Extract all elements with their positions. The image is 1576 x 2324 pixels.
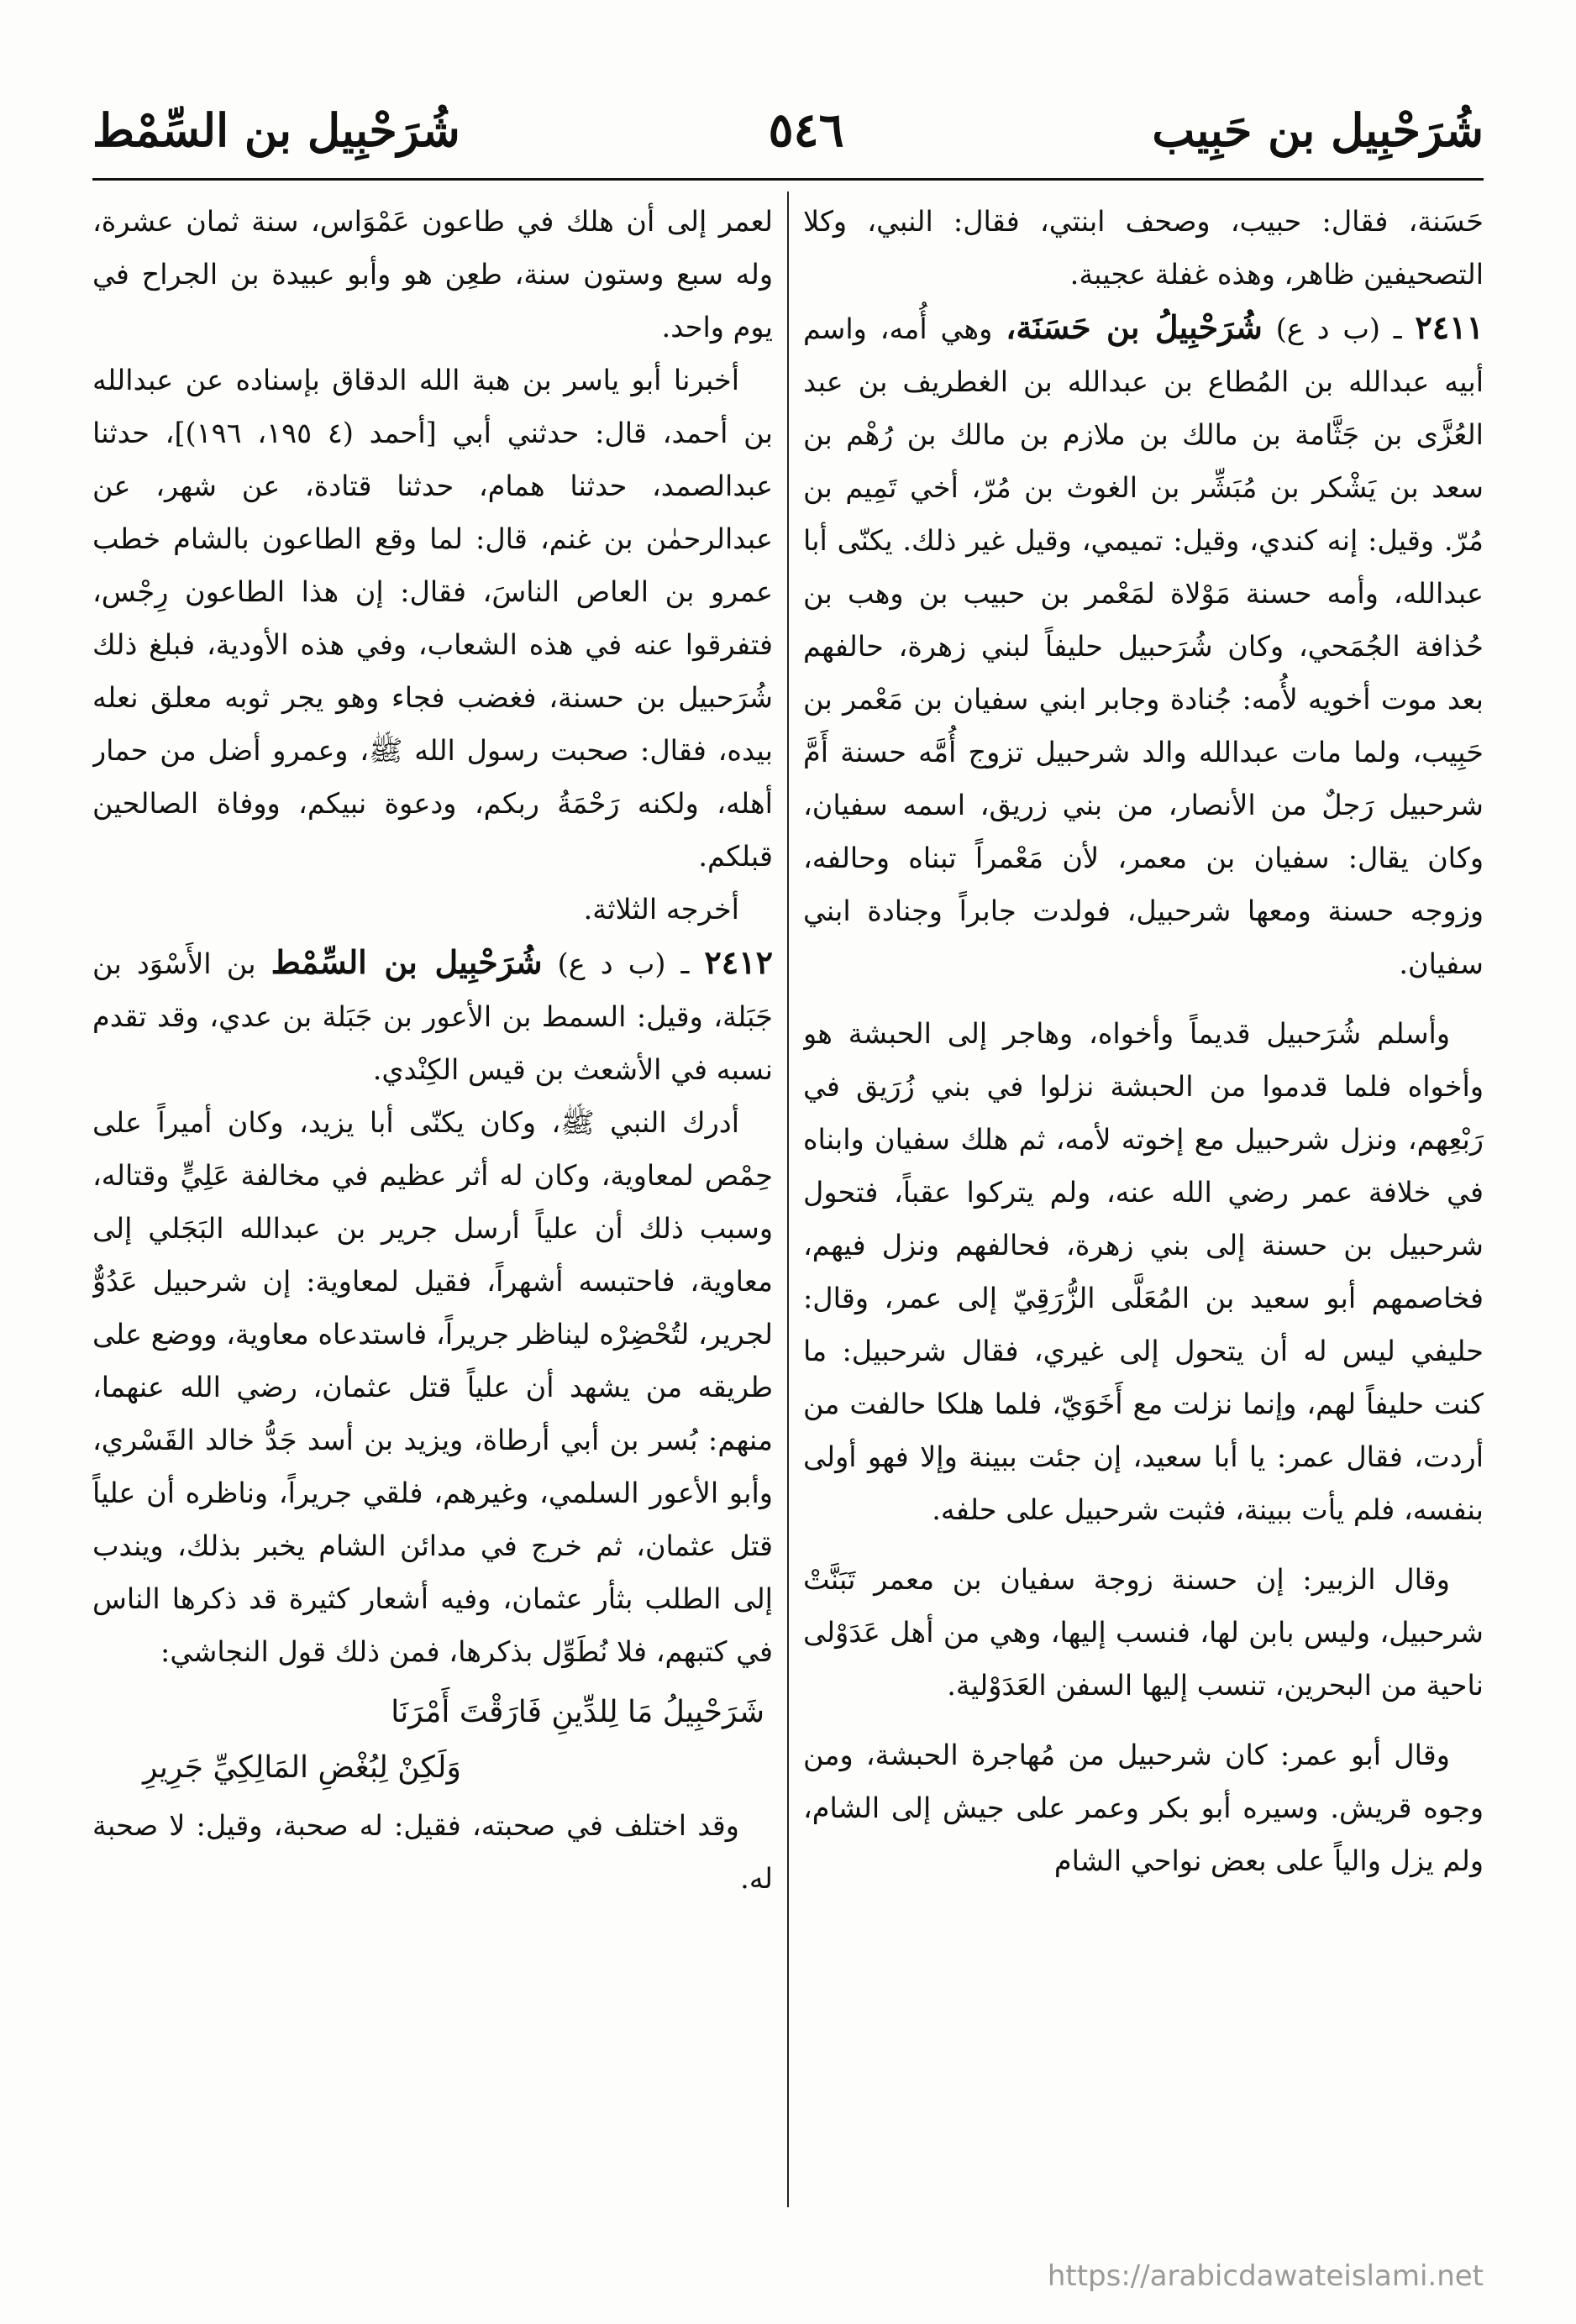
entry-2411 xyxy=(803,301,1484,990)
paragraph: أدرك النبي ﷺ، وكان يكنّى أبا يزيد، وكان أميراً على حِمْص لمعاوية، وكان له أثر عظيم في مخالفة عَلِيٍّ وقتاله، وسبب ذلك أن علياً أرسل جرير بن عبدالله البَجَلي إلى معاوية، فاحتبسه أشهراً، فقيل لمعاوية: إن شرحبيل عَدُوٌّ لجرير، لتُحْضِرْه ليناظر جريراً، فاستدعاه معاوية، ووضع على طريقه من يشهد أن علياً قتل عثمان، رضي الله عنهما، منهم: بُسر بن أبي أرطاة، ويزيد بن أسد جَدُّ خالد القَسْري، وأبو الأعور السلمي، وغيرهم، فلقي جريراً، وناظره أن علياً قتل عثمان، ثم خرج في مدائن الشام يخبر بذلك، ويندب إلى الطلب بثأر عثمان، وفيه أشعار كثيرة قد ذكرها الناس في كتبهم، فلا نُطَوِّل بذكرها، فمن ذلك قول النجاشي: xyxy=(92,1106,773,1668)
entry-number: ٢٤١١ xyxy=(1415,308,1484,346)
entry-2412 xyxy=(92,936,773,1096)
running-title-left: شُرَحْبِيل بن السِّمْط xyxy=(92,103,460,157)
paragraph: لعمر إلى أن هلك في طاعون عَمْوَاس، سنة ثمان عشرة، وله سبع وستون سنة، طعِن هو وأبو عبيدة بن الجراح في يوم واحد. xyxy=(92,205,773,344)
entry-heading: شُرَحْبِيلُ بن حَسَنَة، xyxy=(1006,308,1263,346)
paragraph: حَسَنة، فقال: حبيب، وصحف ابنتي، فقال: النبي، وكلا التصحيفين ظاهر، وهذه غفلة عجيبة. xyxy=(803,205,1484,291)
entry-text: وهي أُمه، واسم أبيه عبدالله بن المُطاع بن عبدالله بن الغطريف بن عبد العُزَّى بن جَثَّامة بن مالك بن ملازم بن مالك بن رُهْم بن سعد بن يَشْكر بن مُبَشِّر بن الغوث بن مُرّ، أخي تَمِيم بن مُرّ. وقيل: إنه كندي، وقيل: تميمي، وقيل غير ذلك. يكنّى أبا عبدالله، وأمه حسنة مَوْلاة لمَعْمر بن حبيب بن وهب بن حُذافة الجُمَحي، وكان شُرَحبيل حليفاً لبني زهرة، حالفهم بعد موت أخويه لأُمه: جُنادة وجابر ابني سفيان بن مَعْمر بن حَبِيب، ولما مات عبدالله والد شرحبيل تزوج أُمَّه حسنة أَمَّ شرحبيل رَجلٌ من الأنصار، من بني زريق، اسمه سفيان، وكان يقال: سفيان بن معمر، لأن مَعْمراً تبناه وحالفه، وزوجه حسنة ومعها شرحبيل، فولدت جابراً وجنادة ابني سفيان. xyxy=(803,312,1484,980)
entry-number: ٢٤١٢ xyxy=(704,943,773,981)
header-rule xyxy=(92,178,1484,181)
column-divider xyxy=(787,191,789,2207)
entry-text: بن الأَسْوَد بن جَبَلة، وقيل: السمط بن الأعور بن جَبَلة بن عدي، وقد تقدم نسبه في الأشعث بن قيس الكِنْدي. xyxy=(92,947,773,1086)
watermark-url: https://arabicdawateislami.net xyxy=(1047,2259,1484,2293)
running-title-right: شُرَحْبِيل بن حَبِيب xyxy=(1152,103,1484,157)
right-column xyxy=(803,195,1484,2211)
poem-verse xyxy=(92,1685,773,1796)
page-header xyxy=(92,84,1484,176)
paragraph: وأسلم شُرَحبيل قديماً وأخواه، وهاجر إلى الحبشة هو وأخواه فلما قدموا من الحبشة نزلوا في بني زُرَيق في رَبْعِهم، ونزل شرحبيل مع إخوته لأمه، ثم هلك سفيان وابناه في خلافة عمر رضي الله عنه، ولم يتركوا عقباً، فتحول شرحبيل بن حسنة إلى بني زهرة، فحالفهم ونزل فيهم، فخاصمهم أبو سعيد بن المُعَلَّى الزُّرَقِيّ إلى عمر، وقال: حليفي ليس له أن يتحول إلى غيري، فقال شرحبيل: ما كنت حليفاً لهم، وإنما نزلت مع أَخَوَيّ، فلما هلكا حالفت من أردت، فقال عمر: يا أبا سعيد، إن جئت ببينة وإلا فهو أولى بنفسه، فلم يأت ببينة، فثبت شرحبيل على حلفه. xyxy=(803,1017,1484,1526)
paragraph: وقال أبو عمر: كان شرحبيل من مُهاجرة الحبشة، ومن وجوه قريش. وسيره أبو بكر وعمر على جيش إلى الشام، ولم يزل والياً على بعض نواحي الشام xyxy=(803,1739,1484,1877)
verse-line: وَلَكِنْ لِبُغْضِ المَالِكِيِّ جَرِيرِ xyxy=(143,1750,461,1785)
paragraph: وقد اختلف في صحبته، فقيل: له صحبة، وقيل: لا صحبة له. xyxy=(92,1809,773,1895)
left-column xyxy=(92,195,773,2211)
entry-codes: ـ (ب د ع) xyxy=(557,947,690,980)
paragraph: أخرجه الثلاثة. xyxy=(583,893,739,926)
paragraph: أخبرنا أبو ياسر بن هبة الله الدقاق بإسناده عن عبدالله بن أحمد، قال: حدثني أبي [أحمد (٤ ١٩٥، ١٩٦)]، حدثنا عبدالصمد، حدثنا همام، حدثنا قتادة، عن شهر، عن عبدالرحمٰن بن غنم، قال: لما وقع الطاعون بالشام خطب عمرو بن العاص الناسَ، فقال: إن هذا الطاعون رِجْس، فتفرقوا عنه في هذه الشعاب، وفي هذه الأودية، فبلغ ذلك شُرَحبيل بن حسنة، فغضب فجاء وهو يجر ثوبه معلق نعله بيده، فقال: صحبت رسول الله ﷺ، وعمرو أضل من حمار أهله، ولكنه رَحْمَةُ ربكم، ودعوة نبيكم، ووفاة الصالحين قبلكم. xyxy=(92,364,773,873)
verse-line: شَرَحْبِيلُ مَا لِلدِّينِ فَارَقْتَ أَمْرَنَا xyxy=(391,1695,764,1729)
entry-codes: ـ (ب د ع) xyxy=(1275,312,1402,345)
paragraph: وقال الزبير: إن حسنة زوجة سفيان بن معمر تَبَنَّتْ شرحبيل، وليس بابن لها، فنسب إليها، وهي من أهل عَدَوْلى ناحية من البحرين، تنسب إليها السفن العَدَوْلية. xyxy=(803,1563,1484,1702)
page-number: ٥٤٦ xyxy=(768,102,844,158)
entry-heading: شُرَحْبِيل بن السِّمْط xyxy=(271,943,543,981)
